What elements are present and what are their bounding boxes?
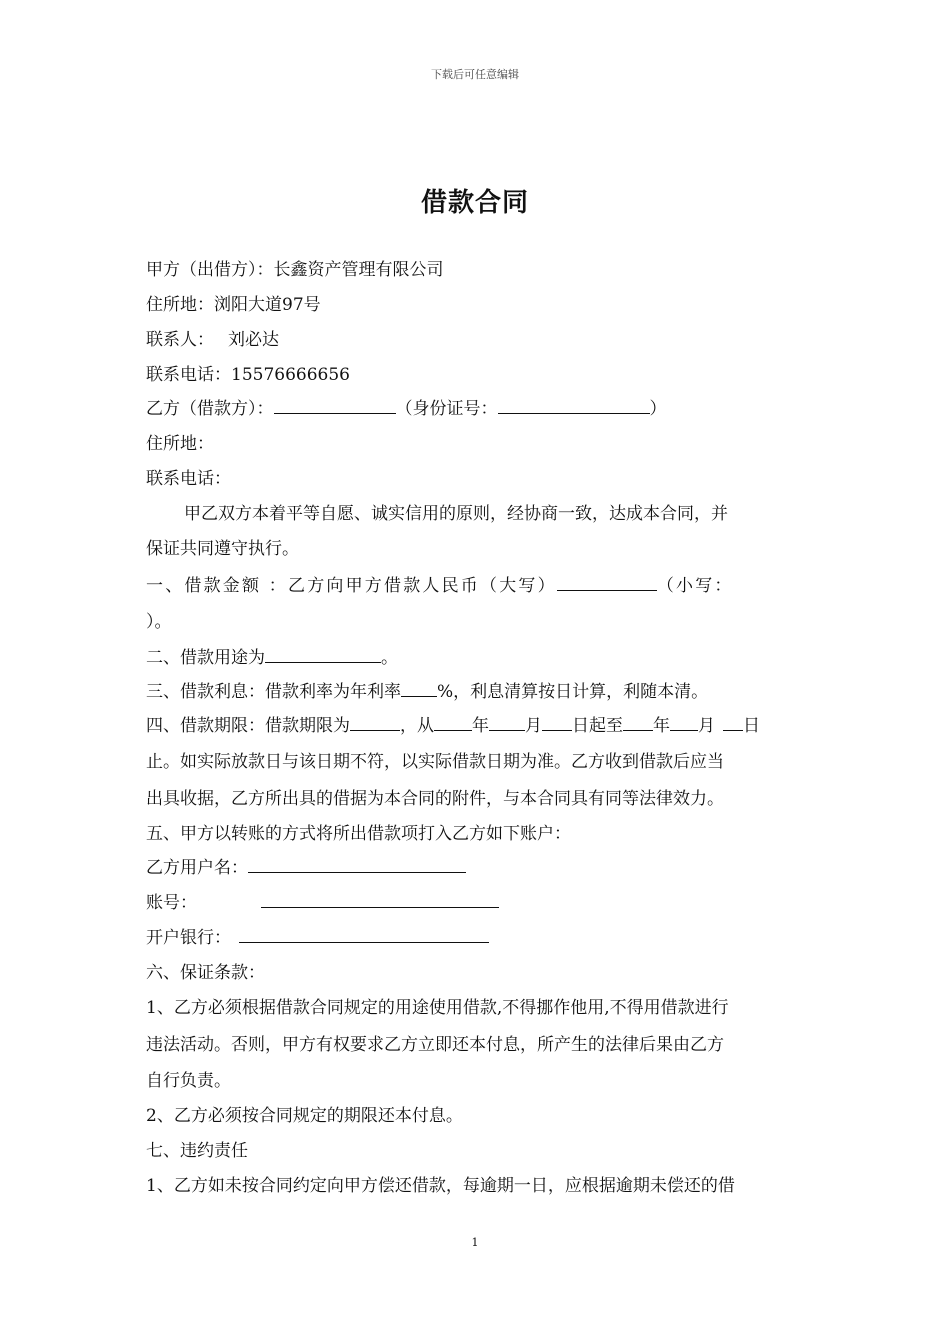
clause-4-line-3: 出具收据，乙方所出具的借据为本合同的附件，与本合同具有同等法律效力。 (146, 789, 724, 809)
amount-upper-blank[interactable] (557, 575, 657, 591)
bank-line (146, 927, 489, 949)
clause-1-line-1 (146, 575, 734, 597)
phone-value: 15576666656 (231, 365, 350, 385)
clause-7-heading: 七、违约责任 (146, 1141, 248, 1161)
document-title: 借款合同 (420, 188, 529, 218)
clause-4-month-1: 月 (525, 716, 542, 736)
borrower-address-line (146, 433, 214, 455)
clause-7-item-1-line-1: 1、乙方如未按合同约定向甲方偿还借款，每逾期一日，应根据逾期未偿还的借 (146, 1176, 735, 1196)
clause-6-item-1-line-1: 1、乙方必须根据借款合同规定的用途使用借款,不得挪作他用,不得用借款进行 (146, 998, 729, 1018)
page-number: 1 (471, 1236, 479, 1249)
clause-6-heading: 六、保证条款： (146, 963, 265, 983)
borrower-id-label: （身份证号： (395, 399, 498, 419)
start-month-blank[interactable] (489, 715, 525, 731)
clause-3-rest: %，利息清算按日计算，利随本清。 (437, 682, 709, 702)
clause-4-until: 日起至 (572, 716, 623, 736)
start-year-blank[interactable] (434, 715, 472, 731)
intro-line-2: 保证共同遵守执行。 (146, 539, 299, 559)
account-number-blank[interactable] (261, 892, 499, 908)
term-blank[interactable] (350, 715, 400, 731)
clause-1-line-2: ）。 (146, 612, 172, 632)
intro-line-1: 甲乙双方本着平等自愿、诚实信用的原则，经协商一致，达成本合同，并 (184, 504, 728, 524)
clause-1-text: 一、借款金额 ：乙方向甲方借款人民币（大写） (146, 576, 557, 596)
clause-3-text: 三、借款利息：借款利率为年利率 (146, 682, 401, 702)
borrower-label: 乙方（借款方）： (146, 399, 274, 419)
clause-6-item-1-line-3: 自行负责。 (146, 1071, 231, 1091)
interest-rate-blank[interactable] (401, 681, 437, 697)
clause-2-text: 二、借款用途为 (146, 648, 265, 668)
clause-4-text: 四、借款期限：借款期限为 (146, 716, 350, 736)
clause-2-end: 。 (381, 648, 398, 668)
bank-label: 开户银行： (146, 928, 231, 948)
account-name-label: 乙方用户名： (146, 858, 248, 878)
clause-4-line-1 (146, 715, 760, 737)
clause-4-day-2: 日 (743, 716, 760, 736)
clause-6-item-1-line-2: 违法活动。否则，甲方有权要求乙方立即还本付息，所产生的法律后果由乙方 (146, 1035, 724, 1055)
borrower-address-label: 住所地： (146, 434, 214, 454)
phone-label: 联系电话： (146, 365, 231, 385)
end-year-blank[interactable] (623, 715, 653, 731)
purpose-blank[interactable] (265, 647, 381, 663)
clause-4-year-2: 年 (653, 716, 670, 736)
contact-value: 刘必达 (228, 330, 279, 350)
contact-line (146, 329, 279, 351)
clause-4-month-2: 月 (698, 716, 715, 736)
header-note: 下载后可任意编辑 (431, 68, 519, 81)
borrower-name-blank[interactable] (274, 398, 396, 414)
lender-name: 长鑫资产管理有限公司 (273, 260, 444, 280)
clause-5-line: 五、甲方以转账的方式将所出借款项打入乙方如下账户： (146, 824, 571, 844)
lender-address-label: 住所地： (146, 295, 214, 315)
account-name-line (146, 857, 466, 879)
bank-blank[interactable] (239, 927, 489, 943)
start-day-blank[interactable] (542, 715, 572, 731)
clause-2-line (146, 647, 398, 669)
lender-address-line (146, 294, 321, 316)
borrower-id-blank[interactable] (498, 398, 650, 414)
phone-line (146, 364, 350, 386)
end-month-blank[interactable] (670, 715, 698, 731)
borrower-id-close: ） (649, 399, 667, 419)
borrower-phone-label: 联系电话： (146, 469, 231, 489)
clause-4-from: ，从 (400, 716, 434, 736)
clause-4-year-1: 年 (472, 716, 489, 736)
clause-6-item-2: 2、乙方必须按合同规定的期限还本付息。 (146, 1106, 463, 1126)
clause-3-line (146, 681, 708, 703)
account-number-label: 账号： (146, 893, 197, 913)
borrower-phone-line (146, 468, 231, 490)
lender-address-value: 浏阳大道97号 (214, 295, 321, 315)
lender-line (146, 259, 444, 281)
lender-label: 甲方（出借方）： (146, 260, 274, 280)
borrower-line (146, 398, 667, 420)
clause-1-small-label: （小写： (656, 576, 734, 596)
account-name-blank[interactable] (248, 857, 466, 873)
clause-4-line-2: 止。如实际放款日与该日期不符，以实际借款日期为准。乙方收到借款后应当 (146, 752, 724, 772)
account-number-line (146, 892, 499, 914)
end-day-blank[interactable] (723, 715, 743, 731)
contact-label: 联系人： (146, 330, 214, 350)
